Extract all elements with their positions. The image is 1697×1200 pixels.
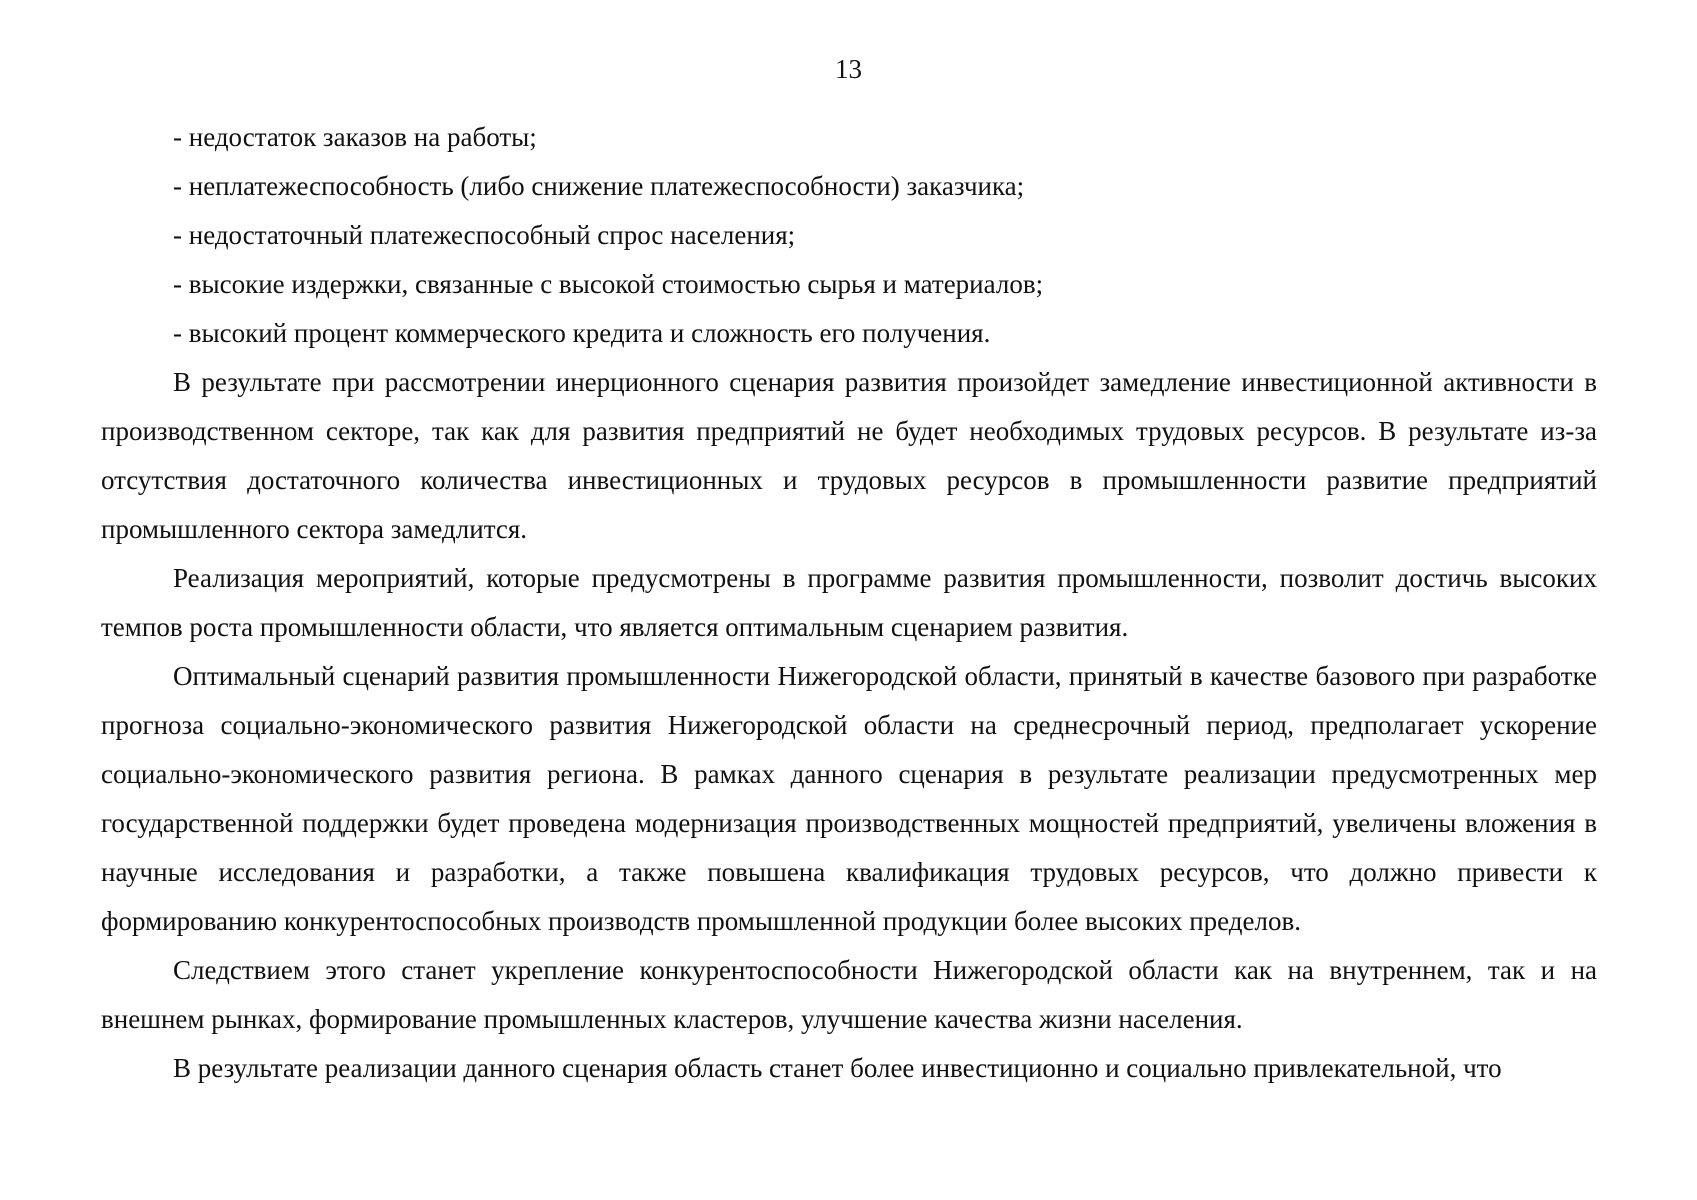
paragraph-program-measures: Реализация мероприятий, которые предусмотрены в программе развития промышленности, позволит достичь высоких темпов роста промышленности области, что является оптимальным сценарием развития. [101,563,1597,642]
paragraph-optimal-scenario: Оптимальный сценарий развития промышленности Нижегородской области, принятый в качестве базового при разработке прогноза социально-экономического развития Нижегородской области на среднесрочный период, предполагает ускорение социально-экономического развития региона. В рамках данного сценария в результате реализации предусмотренных мер государственной поддержки будет проведена модернизация производственных мощностей предприятий, увеличены вложения в научные исследования и разработки, а также повышена квалификация трудовых ресурсов, что должно привести к формированию конкурентоспособных производств промышленной продукции более высоких пределов. [101,661,1597,936]
page-number: 13 [835,54,862,84]
list-item-demand: - недостаточный платежеспособный спрос населения; [173,220,796,250]
list-item-credit: - высокий процент коммерческого кредита и сложность его получения. [173,318,991,348]
page-content [101,113,1597,1093]
list-item-costs: - высокие издержки, связанные с высокой стоимостью сырья и материалов; [173,269,1044,299]
paragraph-inertial-scenario: В результате при рассмотрении инерционного сценария развития произойдет замедление инвестиционной активности в производственном секторе, так как для развития предприятий не будет необходимых трудовых ресурсов. В результате из-за отсутствия достаточного количества инвестиционных и трудовых ресурсов в промышленности развитие предприятий промышленного сектора замедлится. [101,367,1597,544]
paragraph-attractiveness: В результате реализации данного сценария область станет более инвестиционно и социально привлекательной, что [173,1053,1502,1083]
list-item-insolvency: - неплатежеспособность (либо снижение платежеспособности) заказчика; [173,171,1025,201]
paragraph-consequences: Следствием этого станет укрепление конкурентоспособности Нижегородской области как на внутреннем, так и на внешнем рынках, формирование промышленных кластеров, улучшение качества жизни населения. [101,955,1597,1034]
list-item-orders: - недостаток заказов на работы; [173,122,537,152]
